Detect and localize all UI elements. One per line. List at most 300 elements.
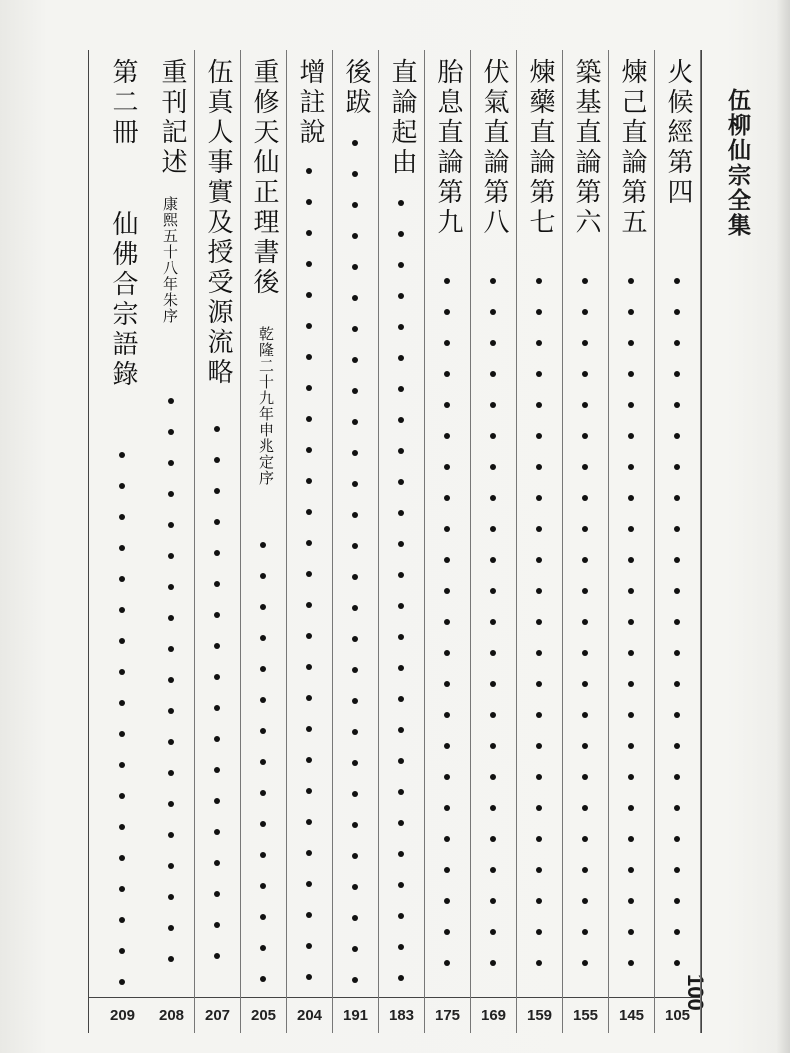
leader-dot <box>398 448 404 454</box>
leader-dot <box>536 836 542 842</box>
dot-leader <box>580 50 590 990</box>
toc-entry-page: 169 <box>480 1007 507 1024</box>
leader-dot <box>674 557 680 563</box>
leader-dot <box>490 433 496 439</box>
leader-dot <box>582 681 588 687</box>
leader-dot <box>490 805 496 811</box>
leader-dot <box>536 867 542 873</box>
dot-leader <box>166 50 176 990</box>
leader-dot <box>398 851 404 857</box>
leader-dot <box>168 832 174 838</box>
leader-dot <box>674 588 680 594</box>
leader-dot <box>490 402 496 408</box>
leader-dot <box>119 793 125 799</box>
leader-dot <box>352 512 358 518</box>
leader-dot <box>582 867 588 873</box>
toc-entry[interactable] <box>424 50 471 1033</box>
leader-dot <box>582 340 588 346</box>
leader-dot <box>168 956 174 962</box>
toc-entry[interactable] <box>194 50 241 1033</box>
toc-entry-title: 第二冊 <box>108 58 138 148</box>
leader-dot <box>119 669 125 675</box>
leader-dot <box>352 264 358 270</box>
leader-dot <box>628 774 634 780</box>
leader-dot <box>674 929 680 935</box>
leader-dot <box>306 819 312 825</box>
leader-dot <box>352 729 358 735</box>
leader-dot <box>444 495 450 501</box>
leader-dot <box>674 836 680 842</box>
leader-dot <box>490 526 496 532</box>
leader-dot <box>306 788 312 794</box>
toc-entry[interactable] <box>562 50 609 1033</box>
leader-dot <box>674 309 680 315</box>
leader-dot <box>119 824 125 830</box>
leader-dot <box>674 340 680 346</box>
leader-dot <box>674 402 680 408</box>
toc-entry-title: 火候經第四 <box>663 58 693 208</box>
leader-dot <box>536 712 542 718</box>
leader-dot <box>168 584 174 590</box>
leader-dot <box>306 850 312 856</box>
leader-dot <box>352 543 358 549</box>
leader-dot <box>490 619 496 625</box>
leader-dot <box>119 948 125 954</box>
leader-dot <box>119 731 125 737</box>
leader-dot <box>536 619 542 625</box>
leader-dot <box>536 402 542 408</box>
leader-dot <box>214 550 220 556</box>
leader-dot <box>260 697 266 703</box>
leader-dot <box>582 464 588 470</box>
leader-dot <box>536 805 542 811</box>
leader-dot <box>536 588 542 594</box>
leader-dot <box>628 619 634 625</box>
leader-dot <box>444 433 450 439</box>
leader-dot <box>119 483 125 489</box>
leader-dot <box>444 681 450 687</box>
leader-dot <box>214 767 220 773</box>
leader-dot <box>260 883 266 889</box>
dot-leader <box>488 50 498 990</box>
leader-dot <box>444 402 450 408</box>
leader-dot <box>214 581 220 587</box>
toc-entry-title: 後跋 <box>341 58 371 118</box>
leader-dot <box>119 545 125 551</box>
leader-dot <box>260 945 266 951</box>
leader-dot <box>306 509 312 515</box>
leader-dot <box>490 743 496 749</box>
toc-entry[interactable] <box>148 50 195 1033</box>
dot-leader <box>442 50 452 990</box>
leader-dot <box>582 495 588 501</box>
leader-dot <box>536 464 542 470</box>
toc-entry[interactable] <box>378 50 425 1033</box>
toc-entry-page: 183 <box>388 1007 415 1024</box>
leader-dot <box>119 855 125 861</box>
leader-dot <box>398 603 404 609</box>
leader-dot <box>444 464 450 470</box>
leader-dot <box>306 881 312 887</box>
toc-entry[interactable] <box>470 50 517 1033</box>
toc-entry-page: 175 <box>434 1007 461 1024</box>
toc-entry-page: 208 <box>158 1007 185 1024</box>
leader-dot <box>398 293 404 299</box>
leader-dot <box>119 917 125 923</box>
leader-dot <box>306 664 312 670</box>
toc-entry-page: 105 <box>664 1007 691 1024</box>
leader-dot <box>260 914 266 920</box>
leader-dot <box>444 960 450 966</box>
leader-dot <box>119 700 125 706</box>
toc-entry-title: 伍真人事實及授受源流略 <box>203 58 233 388</box>
leader-dot <box>536 495 542 501</box>
leader-dot <box>168 925 174 931</box>
toc-entry-title: 重刊記述 <box>157 58 187 178</box>
leader-dot <box>536 433 542 439</box>
leader-dot <box>398 231 404 237</box>
leader-dot <box>490 929 496 935</box>
leader-dot <box>444 774 450 780</box>
leader-dot <box>214 736 220 742</box>
leader-dot <box>352 388 358 394</box>
leader-dot <box>628 278 634 284</box>
leader-dot <box>674 433 680 439</box>
toc-entry-title: 重修天仙正理書後 <box>249 58 279 298</box>
leader-dot <box>674 464 680 470</box>
leader-dot <box>306 726 312 732</box>
leader-dot <box>260 666 266 672</box>
leader-dot <box>214 829 220 835</box>
leader-dot <box>306 447 312 453</box>
leader-dot <box>490 836 496 842</box>
leader-dot <box>582 650 588 656</box>
leader-dot <box>352 636 358 642</box>
leader-dot <box>119 607 125 613</box>
leader-dot <box>628 805 634 811</box>
leader-dot <box>260 635 266 641</box>
leader-dot <box>306 478 312 484</box>
leader-dot <box>398 355 404 361</box>
dot-leader <box>258 50 268 990</box>
toc-entry[interactable] <box>286 50 333 1033</box>
leader-dot <box>352 977 358 983</box>
leader-dot <box>490 588 496 594</box>
leader-dot <box>628 712 634 718</box>
leader-dot <box>536 526 542 532</box>
leader-dot <box>536 650 542 656</box>
leader-dot <box>119 514 125 520</box>
dot-leader <box>534 50 544 990</box>
leader-dot <box>582 278 588 284</box>
leader-dot <box>674 371 680 377</box>
leader-dot <box>352 853 358 859</box>
toc-entry-title: 伏氣直論第八 <box>479 58 509 238</box>
toc-entry-page: 204 <box>296 1007 323 1024</box>
leader-dot <box>306 571 312 577</box>
leader-dot <box>536 371 542 377</box>
leader-dot <box>352 884 358 890</box>
leader-dot <box>674 960 680 966</box>
leader-dot <box>628 433 634 439</box>
leader-dot <box>582 774 588 780</box>
dot-leader <box>212 50 222 990</box>
toc-entry[interactable] <box>654 50 701 1033</box>
leader-dot <box>536 743 542 749</box>
leader-dot <box>119 886 125 892</box>
toc-entry-page: 205 <box>250 1007 277 1024</box>
leader-dot <box>490 898 496 904</box>
toc-entry[interactable] <box>99 50 146 1033</box>
leader-dot <box>260 573 266 579</box>
toc-entry[interactable] <box>332 50 379 1033</box>
leader-dot <box>582 309 588 315</box>
leader-dot <box>352 171 358 177</box>
leader-dot <box>352 233 358 239</box>
leader-dot <box>214 457 220 463</box>
leader-dot <box>536 309 542 315</box>
dot-leader <box>672 50 682 990</box>
leader-dot <box>352 419 358 425</box>
leader-dot <box>168 398 174 404</box>
leader-dot <box>352 357 358 363</box>
leader-dot <box>260 542 266 548</box>
leader-dot <box>582 526 588 532</box>
leader-dot <box>490 278 496 284</box>
leader-dot <box>119 452 125 458</box>
leader-dot <box>398 479 404 485</box>
leader-dot <box>352 698 358 704</box>
leader-dot <box>352 481 358 487</box>
dot-leader <box>350 50 360 990</box>
toc-entry-note: 乾隆二十九年申兆定序 <box>257 326 275 486</box>
leader-dot <box>490 371 496 377</box>
leader-dot <box>444 898 450 904</box>
leader-dot <box>260 728 266 734</box>
leader-dot <box>214 674 220 680</box>
leader-dot <box>674 774 680 780</box>
leader-dot <box>674 867 680 873</box>
leader-dot <box>306 354 312 360</box>
leader-dot <box>444 278 450 284</box>
leader-dot <box>444 371 450 377</box>
leader-dot <box>168 460 174 466</box>
leader-dot <box>444 867 450 873</box>
leader-dot <box>582 402 588 408</box>
leader-dot <box>260 821 266 827</box>
leader-dot <box>306 261 312 267</box>
leader-dot <box>628 929 634 935</box>
leader-dot <box>119 576 125 582</box>
leader-dot <box>444 650 450 656</box>
leader-dot <box>306 943 312 949</box>
leader-dot <box>398 200 404 206</box>
leader-dot <box>352 915 358 921</box>
toc-entry-title: 築基直論第六 <box>571 58 601 238</box>
leader-dot <box>398 417 404 423</box>
leader-dot <box>214 798 220 804</box>
leader-dot <box>398 386 404 392</box>
leader-dot <box>168 739 174 745</box>
toc-entry[interactable] <box>608 50 655 1033</box>
leader-dot <box>444 929 450 935</box>
leader-dot <box>490 557 496 563</box>
leader-dot <box>536 557 542 563</box>
leader-dot <box>536 960 542 966</box>
leader-dot <box>628 557 634 563</box>
leader-dot <box>536 898 542 904</box>
toc-entry[interactable] <box>240 50 287 1033</box>
leader-dot <box>260 604 266 610</box>
running-head: 伍柳仙宗全集 <box>724 88 750 238</box>
leader-dot <box>444 557 450 563</box>
leader-dot <box>168 429 174 435</box>
leader-dot <box>352 450 358 456</box>
leader-dot <box>398 324 404 330</box>
leader-dot <box>306 323 312 329</box>
leader-dot <box>352 760 358 766</box>
leader-dot <box>490 309 496 315</box>
dot-leader <box>304 50 314 990</box>
leader-dot <box>168 553 174 559</box>
leader-dot <box>582 712 588 718</box>
leader-dot <box>628 867 634 873</box>
leader-dot <box>306 633 312 639</box>
leader-dot <box>674 650 680 656</box>
leader-dot <box>444 588 450 594</box>
leader-dot <box>536 681 542 687</box>
leader-dot <box>260 976 266 982</box>
leader-dot <box>306 292 312 298</box>
leader-dot <box>306 540 312 546</box>
leader-dot <box>398 820 404 826</box>
leader-dot <box>628 898 634 904</box>
leader-dot <box>674 805 680 811</box>
leader-dot <box>582 836 588 842</box>
leader-dot <box>214 891 220 897</box>
leader-dot <box>398 572 404 578</box>
leader-dot <box>444 526 450 532</box>
leader-dot <box>306 168 312 174</box>
leader-dot <box>628 960 634 966</box>
leader-dot <box>444 836 450 842</box>
leader-dot <box>306 385 312 391</box>
leader-dot <box>260 790 266 796</box>
leader-dot <box>444 619 450 625</box>
leader-dot <box>674 743 680 749</box>
leader-dot <box>582 929 588 935</box>
toc-entry-page: 145 <box>618 1007 645 1024</box>
leader-dot <box>398 665 404 671</box>
leader-dot <box>674 898 680 904</box>
leader-dot <box>398 262 404 268</box>
leader-dot <box>490 960 496 966</box>
leader-dot <box>119 979 125 985</box>
leader-dot <box>674 681 680 687</box>
leader-dot <box>628 309 634 315</box>
leader-dot <box>490 867 496 873</box>
leader-dot <box>628 464 634 470</box>
leader-dot <box>168 491 174 497</box>
leader-dot <box>168 646 174 652</box>
leader-dot <box>536 929 542 935</box>
leader-dot <box>306 912 312 918</box>
leader-dot <box>214 612 220 618</box>
leader-dot <box>628 371 634 377</box>
leader-dot <box>490 340 496 346</box>
toc-entry-note: 康熙五十八年朱序 <box>161 196 179 324</box>
leader-dot <box>214 860 220 866</box>
leader-dot <box>444 743 450 749</box>
leader-dot <box>628 402 634 408</box>
leader-dot <box>214 519 220 525</box>
leader-dot <box>398 758 404 764</box>
table-of-contents <box>88 50 702 1033</box>
toc-entry-title: 增註說 <box>295 58 325 148</box>
leader-dot <box>119 638 125 644</box>
leader-dot <box>168 801 174 807</box>
toc-entry-title: 直論起由 <box>387 58 417 178</box>
leader-dot <box>490 712 496 718</box>
leader-dot <box>582 557 588 563</box>
leader-dot <box>582 898 588 904</box>
leader-dot <box>628 681 634 687</box>
leader-dot <box>352 605 358 611</box>
leader-dot <box>306 199 312 205</box>
leader-dot <box>536 774 542 780</box>
leader-dot <box>490 650 496 656</box>
leader-dot <box>582 588 588 594</box>
leader-dot <box>398 944 404 950</box>
leader-dot <box>628 340 634 346</box>
toc-entry-subtitle: 仙佛合宗語錄 <box>108 210 138 390</box>
toc-entry-page: 207 <box>204 1007 231 1024</box>
leader-dot <box>168 615 174 621</box>
leader-dot <box>674 619 680 625</box>
leader-dot <box>306 974 312 980</box>
leader-dot <box>536 278 542 284</box>
dot-leader <box>117 50 127 990</box>
leader-dot <box>444 805 450 811</box>
leader-dot <box>674 278 680 284</box>
leader-dot <box>306 757 312 763</box>
leader-dot <box>306 602 312 608</box>
leader-dot <box>398 882 404 888</box>
leader-dot <box>674 495 680 501</box>
leader-dot <box>214 488 220 494</box>
leader-dot <box>168 863 174 869</box>
leader-dot <box>628 650 634 656</box>
leader-dot <box>490 681 496 687</box>
leader-dot <box>352 946 358 952</box>
leader-dot <box>582 619 588 625</box>
leader-dot <box>352 140 358 146</box>
leader-dot <box>214 643 220 649</box>
leader-dot <box>398 634 404 640</box>
leader-dot <box>674 712 680 718</box>
dot-leader <box>626 50 636 990</box>
leader-dot <box>628 743 634 749</box>
leader-dot <box>119 762 125 768</box>
leader-dot <box>352 326 358 332</box>
toc-entry[interactable] <box>516 50 563 1033</box>
leader-dot <box>582 960 588 966</box>
leader-dot <box>306 695 312 701</box>
leader-dot <box>398 696 404 702</box>
leader-dot <box>398 913 404 919</box>
leader-dot <box>214 953 220 959</box>
leader-dot <box>444 309 450 315</box>
